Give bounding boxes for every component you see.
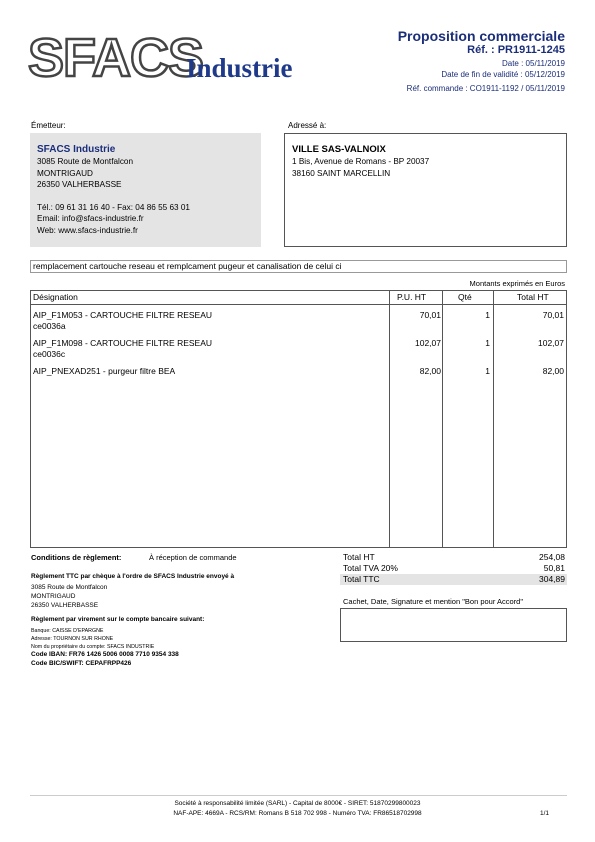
document-reference: Réf. : PR1911-1245 <box>467 44 565 56</box>
items-table <box>30 290 567 548</box>
row-designation: AIP_PNEXAD251 - purgeur filtre BEA <box>33 366 176 376</box>
logo-subtitle: Industrie <box>186 53 293 83</box>
document-validity: Date de fin de validité : 05/12/2019 <box>441 70 565 79</box>
bank-title: Règlement par virement sur le compte bancaire suivant: <box>31 616 205 623</box>
row-total: 82,00 <box>542 366 564 376</box>
issuer-email: Email: info@sfacs-industrie.fr <box>37 214 144 223</box>
row-total: 70,01 <box>542 310 564 320</box>
document-title: Proposition commerciale <box>397 28 565 44</box>
bank-line: Nom du propriétaire du compte: SFACS INDUSTRIE <box>31 644 155 650</box>
issuer-name: SFACS Industrie <box>37 144 116 155</box>
column-divider <box>493 291 494 547</box>
cheque-address-line: 3085 Route de Montfalcon <box>31 584 108 591</box>
issuer-phone: Tél.: 09 61 31 16 40 - Fax: 04 86 55 63 01 <box>37 202 190 212</box>
total-ht-row <box>340 552 567 563</box>
row-designation: AIP_F1M053 - CARTOUCHE FILTRE RESEAU <box>33 310 213 320</box>
conditions-value: À réception de commande <box>149 553 237 562</box>
logo-wordmark: SFACS <box>28 28 204 88</box>
total-ht-value: 254,08 <box>539 552 565 562</box>
row-code: ce0036c <box>33 349 66 359</box>
issuer-zip-city: 26350 VALHERBASSE <box>37 180 122 189</box>
column-divider <box>389 291 390 547</box>
cheque-address-line: MONTRIGAUD <box>31 593 76 600</box>
document-date: Date : 05/11/2019 <box>501 59 565 68</box>
cheque-title: Règlement TTC par chèque à l'ordre de SFACS Industrie envoyé à <box>31 573 235 580</box>
footer-legal-line-1: Société à responsabilité limitée (SARL) - Capital de 8000€ - SIRET: 51870299800023 <box>174 800 421 807</box>
conditions-label: Conditions de règlement: <box>31 553 122 562</box>
bank-line: Banque: CAISSE D'EPARGNE <box>31 628 104 634</box>
row-unit-price: 70,01 <box>419 310 441 320</box>
header-unit-price: P.U. HT <box>397 292 427 302</box>
issuer-city: MONTRIGAUD <box>37 168 93 178</box>
total-ttc-value: 304,89 <box>539 574 565 584</box>
bank-line: Adresse: TOURNON SUR RHONE <box>31 636 114 642</box>
cheque-address-line: 26350 VALHERBASSE <box>31 602 99 609</box>
signature-box <box>340 608 567 642</box>
row-qty: 1 <box>485 366 490 376</box>
row-qty: 1 <box>485 338 490 348</box>
row-code: ce0036a <box>33 321 66 331</box>
subject-line: remplacement cartouche reseau et remplcament pugeur et canalisation de celui ci <box>30 260 567 273</box>
header-qty: Qté <box>458 292 472 302</box>
issuer-web: Web: www.sfacs-industrie.fr <box>37 225 138 235</box>
total-tva-label: Total TVA 20% <box>343 563 398 573</box>
issuer-label: Émetteur: <box>31 121 66 130</box>
recipient-label: Adressé à: <box>288 121 327 130</box>
row-qty: 1 <box>485 310 490 320</box>
row-unit-price: 102,07 <box>415 338 441 348</box>
page-number: 1/1 <box>539 810 549 817</box>
bic-code: Code BIC/SWIFT: CEPAFRPP426 <box>31 660 132 667</box>
order-reference: Réf. commande : CO1911-1192 / 05/11/2019 <box>406 84 565 93</box>
total-ttc-label: Total TTC <box>343 574 380 584</box>
total-ht-label: Total HT <box>343 552 375 562</box>
header-divider <box>31 304 566 305</box>
currency-note: Montants exprimés en Euros <box>469 279 565 288</box>
footer-divider <box>30 795 567 796</box>
issuer-box <box>30 133 261 247</box>
row-total: 102,07 <box>538 338 564 348</box>
recipient-name: VILLE SAS-VALNOIX <box>292 144 386 155</box>
issuer-address: 3085 Route de Montfalcon <box>37 157 134 166</box>
iban-code: Code IBAN: FR76 1426 5006 0008 7710 9354 338 <box>31 651 179 658</box>
row-unit-price: 82,00 <box>419 366 441 376</box>
total-tva-value: 50,81 <box>543 563 565 573</box>
total-tva-row <box>340 563 567 574</box>
column-divider <box>442 291 443 547</box>
header-total: Total HT <box>517 292 549 302</box>
recipient-box <box>284 133 567 247</box>
company-logo <box>28 30 313 88</box>
footer-legal-line-2: NAF-APE: 4669A - RCS/RM: Romans B 518 702 998 - Numéro TVA: FR86518702998 <box>173 810 422 817</box>
row-designation: AIP_F1M098 - CARTOUCHE FILTRE RESEAU <box>33 338 213 348</box>
signature-label: Cachet, Date, Signature et mention "Bon pour Accord" <box>343 597 524 606</box>
recipient-zip-city: 38160 SAINT MARCELLIN <box>292 168 391 178</box>
recipient-address: 1 Bis, Avenue de Romans - BP 20037 <box>292 157 430 166</box>
header-designation: Désignation <box>33 292 78 302</box>
total-ttc-row <box>340 574 567 585</box>
